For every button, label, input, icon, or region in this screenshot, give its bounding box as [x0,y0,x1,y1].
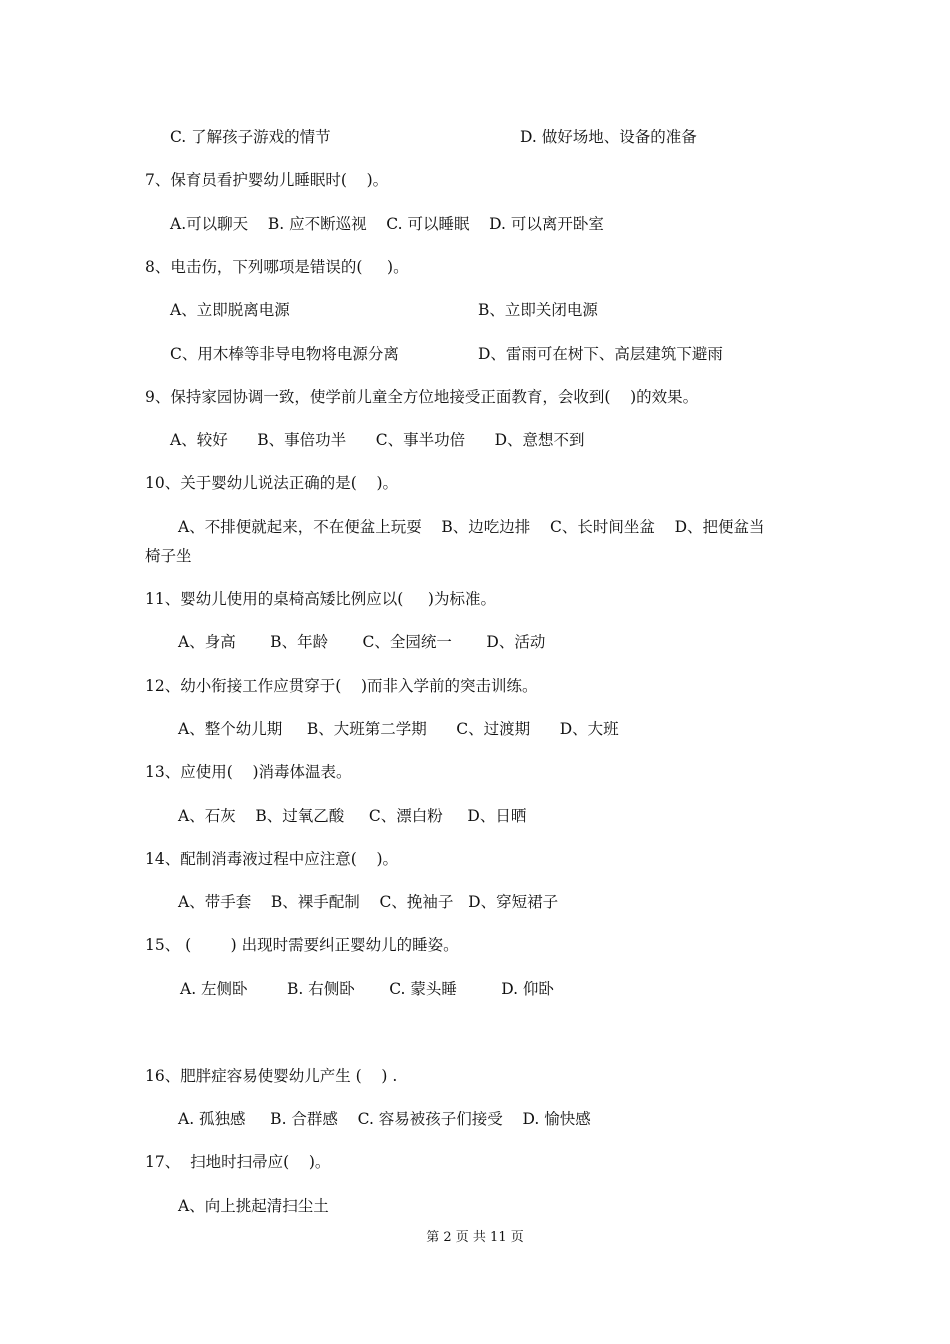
question-9: 9、保持家园协调一致，使学前儿童全方位地接受正面教育，会收到( )的效果。 [145,388,699,406]
option-8a: A、立即脱离电源 [170,301,290,319]
option-8d: D、雷雨可在树下、高层建筑下避雨 [478,345,723,363]
option-line: C. 了解孩子游戏的情节 [170,128,331,146]
question-12: 12、幼小衔接工作应贯穿于( )而非入学前的突击训练。 [145,677,538,695]
option-line: D. 做好场地、设备的准备 [520,128,697,146]
question-13: 13、应使用( )消毒体温表。 [145,763,352,781]
question-14: 14、配制消毒液过程中应注意( )。 [145,850,399,868]
options-11: A、身高 B、年龄 C、全园统一 D、活动 [178,633,546,651]
options-10: A、不排便就起来，不在便盆上玩耍 B、边吃边排 C、长时间坐盆 D、把便盆当 [178,518,765,536]
question-11: 11、婴幼儿使用的桌椅高矮比例应以( )为标准。 [145,590,496,608]
options-12: A、整个幼儿期 B、大班第二学期 C、过渡期 D、大班 [178,720,619,738]
options-7: A.可以聊天 B. 应不断巡视 C. 可以睡眠 D. 可以离开卧室 [170,215,604,233]
options-15: A. 左侧卧 B. 右侧卧 C. 蒙头睡 D. 仰卧 [180,980,554,998]
options-13: A、石灰 B、过氧乙酸 C、漂白粉 D、日晒 [178,807,527,825]
question-15: 15、 ( ) 出现时需要纠正婴幼儿的睡姿。 [145,936,459,954]
options-16: A. 孤独感 B. 合群感 C. 容易被孩子们接受 D. 愉快感 [178,1110,591,1128]
options-14: A、带手套 B、裸手配制 C、挽袖子 D、穿短裙子 [178,893,559,911]
question-17: 17、 扫地时扫帚应( )。 [145,1153,331,1171]
option-8b: B、立即关闭电源 [478,301,598,319]
options-9: A、较好 B、事倍功半 C、事半功倍 D、意想不到 [170,431,585,449]
question-16: 16、肥胖症容易使婴幼儿产生 ( ) . [145,1067,398,1085]
option-8c: C、用木棒等非导电物将电源分离 [170,345,399,363]
question-8: 8、电击伤，下列哪项是错误的( )。 [145,258,409,276]
question-10: 10、关于婴幼儿说法正确的是( )。 [145,474,399,492]
option-17a: A、向上挑起清扫尘土 [178,1197,329,1215]
question-7: 7、保育员看护婴幼儿睡眠时( )。 [145,171,389,189]
options-10-wrap: 椅子坐 [145,547,192,565]
page-number-footer: 第 2 页 共 11 页 [426,1230,524,1245]
